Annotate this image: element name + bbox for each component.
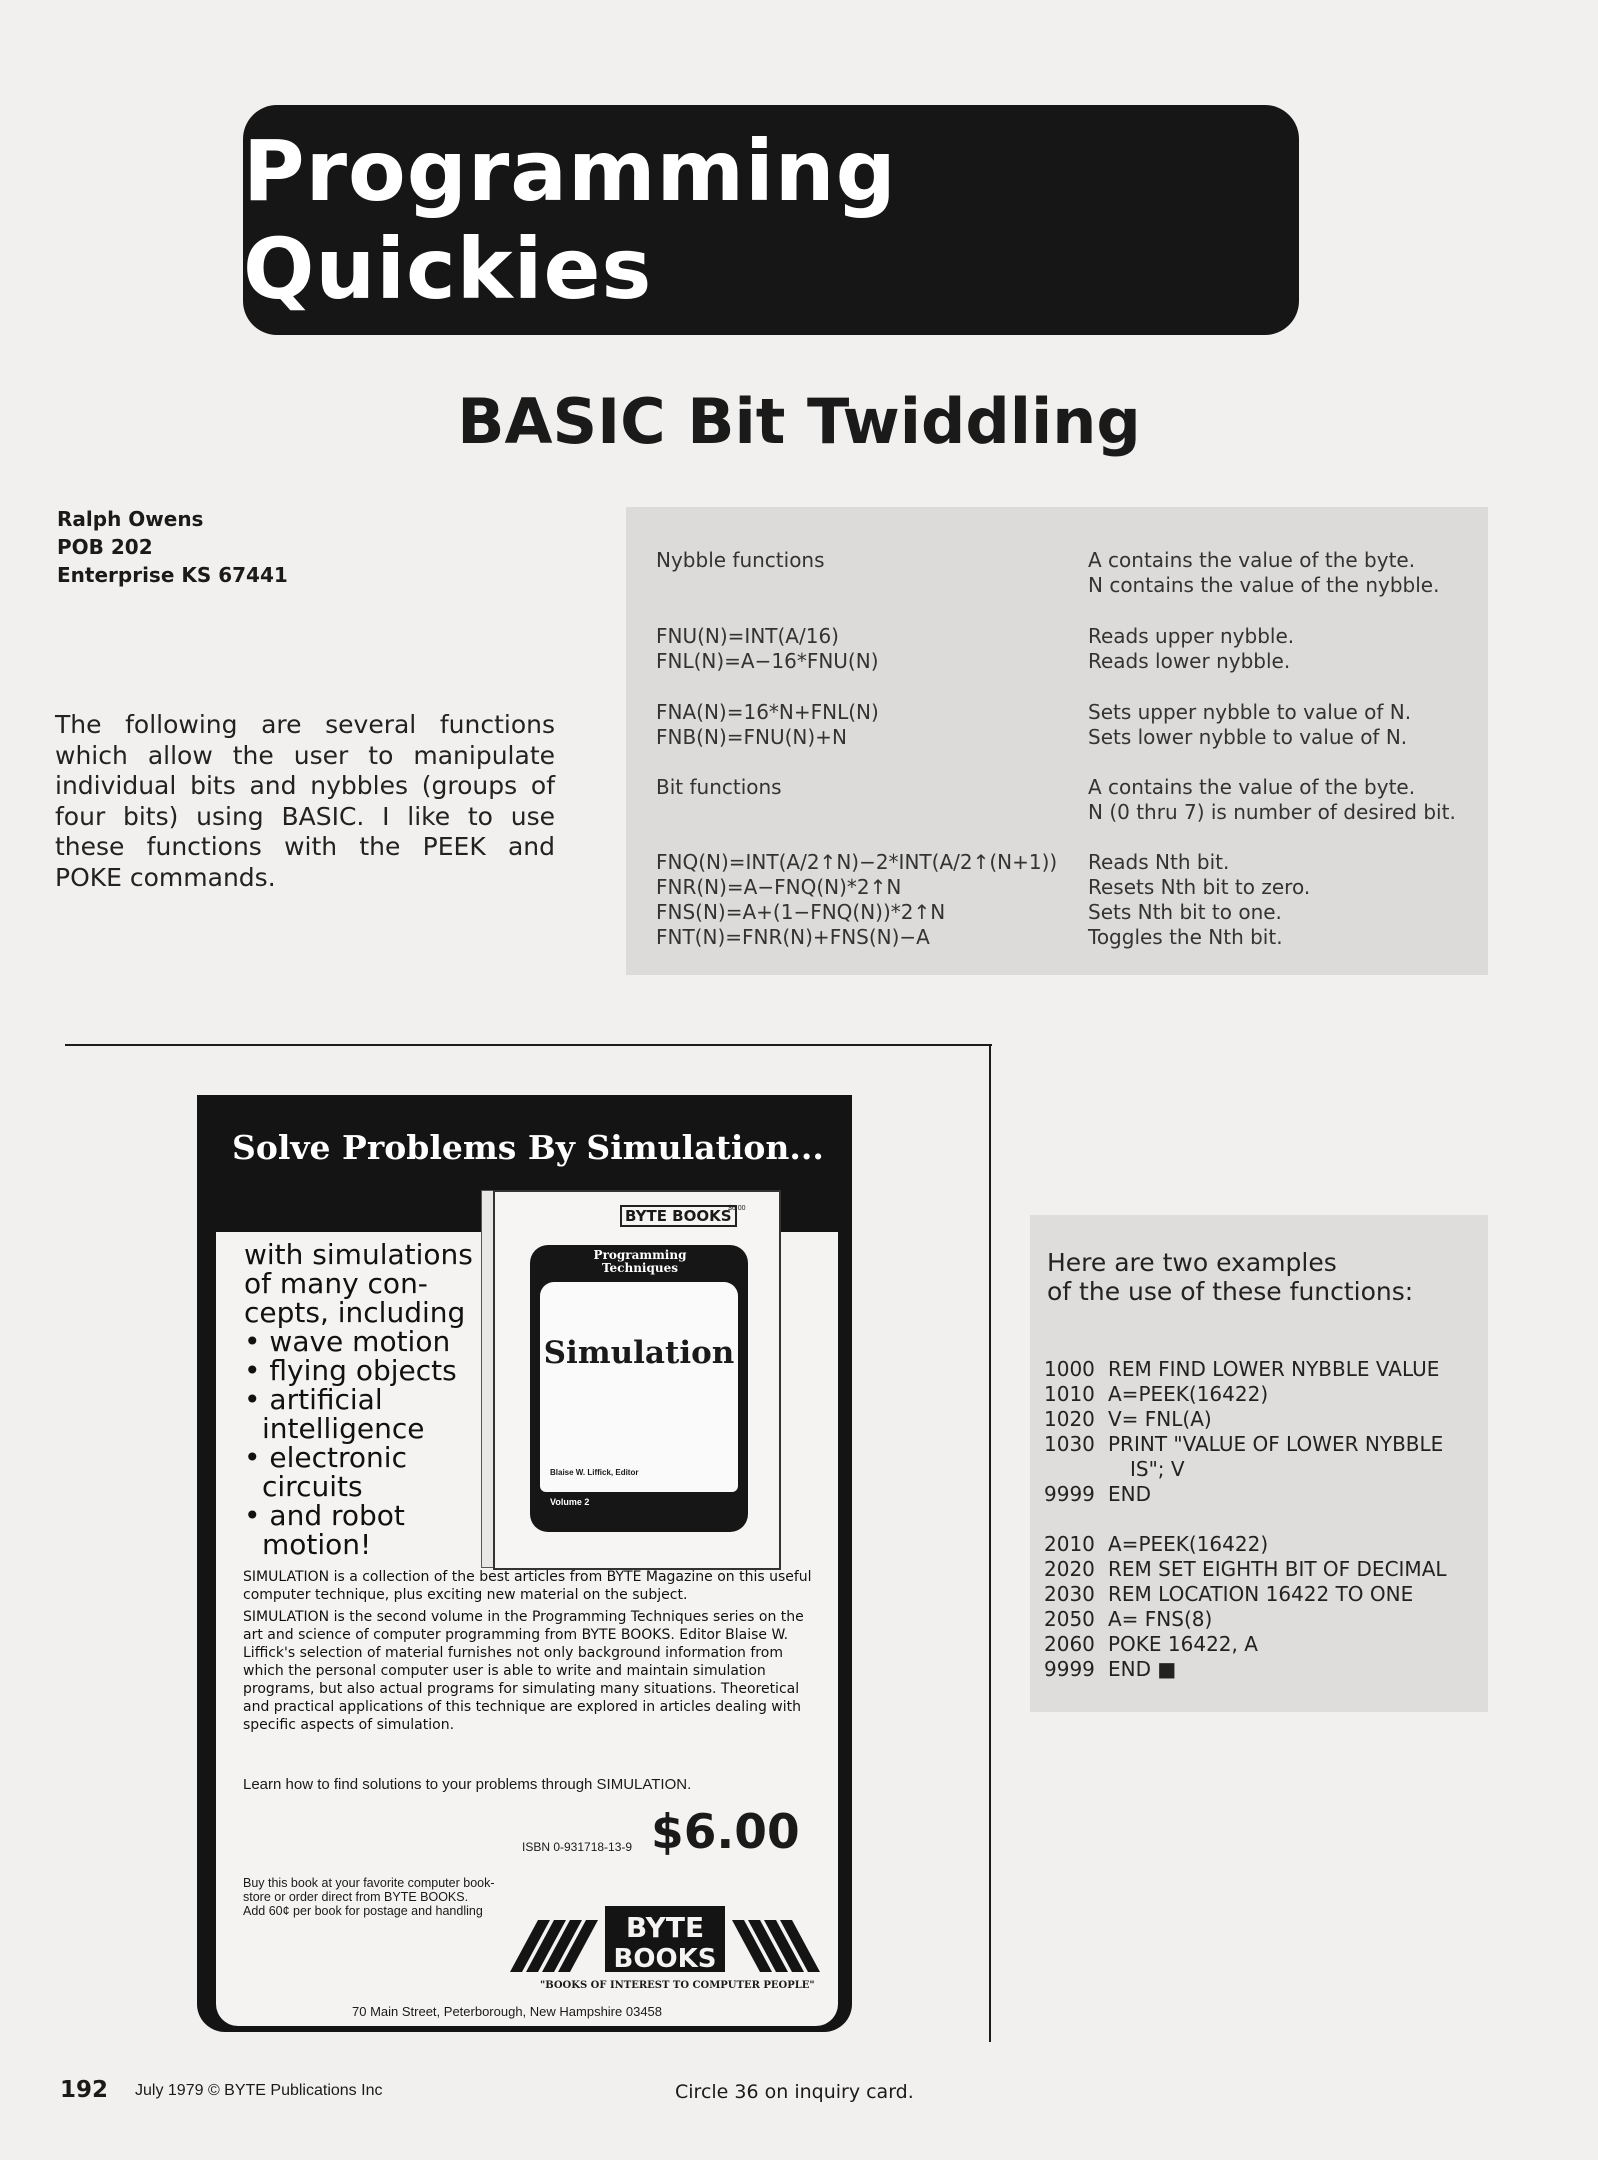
book-cover-price: $6.00 [728, 1205, 746, 1212]
ad-bullet-list [244, 1240, 473, 1559]
function-desc: Resets Nth bit to zero. [1088, 875, 1311, 899]
nybble-note: A contains the value of the byte. [1088, 548, 1416, 572]
function-desc: Toggles the Nth bit. [1088, 925, 1283, 949]
order-line: Add 60¢ per book for postage and handling [243, 1904, 483, 1918]
banner-title: Programming Quickies [243, 122, 897, 318]
book-series: Programming Techniques [593, 1248, 687, 1275]
bullet-line: of many con- [244, 1267, 428, 1300]
bullet-line: • artificial [244, 1383, 383, 1416]
nybble-heading: Nybble functions [656, 548, 825, 572]
ad-headline: Solve Problems By Simulation... [232, 1128, 824, 1167]
page-number: 192 [60, 2077, 109, 2103]
nybble-note: N contains the value of the nybble. [1088, 573, 1440, 597]
book-volume: Volume 2 [550, 1497, 590, 1507]
author-block [57, 505, 288, 589]
function-desc: Reads upper nybble. [1088, 624, 1295, 648]
book-cover-logo: BYTE BOOKS [620, 1205, 737, 1227]
inquiry-line: Circle 36 on inquiry card. [675, 2081, 914, 2103]
function-line: FNQ(N)=INT(A/2↑N)−2*INT(A/2↑(N+1)) [656, 850, 1058, 874]
author-name: Ralph Owens [57, 507, 204, 531]
author-address-line: Enterprise KS 67441 [57, 563, 288, 587]
function-desc: Reads Nth bit. [1088, 850, 1230, 874]
function-desc: Sets Nth bit to one. [1088, 900, 1282, 924]
ad-isbn: ISBN 0-931718-13-9 [522, 1840, 633, 1854]
book-editor: Blaise W. Liffick, Editor [550, 1468, 639, 1477]
book-cover-window [540, 1282, 738, 1492]
function-desc: Reads lower nybble. [1088, 649, 1291, 673]
function-line: FNR(N)=A−FNQ(N)*2↑N [656, 875, 902, 899]
bullet-line: • flying objects [244, 1354, 457, 1387]
order-line: Buy this book at your favorite computer book- [243, 1876, 495, 1890]
bullet-line: • wave motion [244, 1325, 451, 1358]
examples-intro-line: of the use of these functions: [1047, 1277, 1414, 1306]
examples-intro-line: Here are two examples [1047, 1248, 1337, 1277]
bullet-line: • and robot [244, 1499, 405, 1532]
ad-price: $6.00 [651, 1805, 800, 1860]
order-line: store or order direct from BYTE BOOKS. [243, 1890, 469, 1904]
ad-body-text [243, 1568, 823, 1738]
bullet-line: • electronic [244, 1441, 407, 1474]
book-title: Simulation [543, 1335, 735, 1371]
byte-books-logo [510, 1900, 820, 1975]
bullet-line: with simulations [244, 1238, 473, 1271]
function-line: FNU(N)=INT(A/16) [656, 624, 839, 648]
intro-paragraph: The following are several functions which allow the user to manipulate individual bits and nybbles (groups of four bits) using BASIC. I like to use these functions with the PEEK and POKE commands. [55, 710, 555, 892]
bullet-line: circuits [262, 1470, 363, 1503]
function-line: FNT(N)=FNR(N)+FNS(N)−A [656, 925, 930, 949]
ad-right-rule [989, 1044, 991, 2042]
bit-heading: Bit functions [656, 775, 782, 799]
bullet-line: cepts, including [244, 1296, 466, 1329]
ad-tagline: "BOOKS OF INTEREST TO COMPUTER PEOPLE" [540, 1980, 815, 1991]
function-line: FNS(N)=A+(1−FNQ(N))*2↑N [656, 900, 946, 924]
article-title: BASIC Bit Twiddling [457, 385, 1141, 458]
function-line: FNA(N)=16*N+FNL(N) [656, 700, 879, 724]
ad-paragraph: SIMULATION is the second volume in the Programming Techniques series on the art and science of computer programming from BYTE BOOKS. Editor Blaise W. Liffick's selection of material furnishes not only background information from which the personal computer user is able to write and maintain simulation programs, but also actual programs for simulating many situations. Theoretical and practical applications of this technique are explored in articles dealing with specific aspects of simulation. [243, 1609, 804, 1733]
examples-intro [1047, 1248, 1413, 1306]
bullet-line: motion! [262, 1528, 372, 1561]
function-desc: Sets lower nybble to value of N. [1088, 725, 1408, 749]
bullet-line: intelligence [262, 1412, 425, 1445]
publication-line: July 1979 © BYTE Publications Inc [135, 2082, 383, 2099]
function-line: FNL(N)=A−16*FNU(N) [656, 649, 879, 673]
ad-order-info [243, 1876, 495, 1918]
bit-note: A contains the value of the byte. [1088, 775, 1416, 799]
logo-bottom-text: BOOKS [613, 1944, 717, 1974]
ad-paragraph: SIMULATION is a collection of the best articles from BYTE Magazine on this useful computer technique, plus exciting new material on the subject. [243, 1569, 812, 1603]
logo-top-text: BYTE [625, 1911, 705, 1944]
function-desc: Sets upper nybble to value of N. [1088, 700, 1412, 724]
ad-address: 70 Main Street, Peterborough, New Hampshire 03458 [352, 2004, 663, 2019]
function-line: FNB(N)=FNU(N)+N [656, 725, 847, 749]
author-address-line: POB 202 [57, 535, 153, 559]
bit-note: N (0 thru 7) is number of desired bit. [1088, 800, 1456, 824]
ad-learn-line: Learn how to find solutions to your problems through SIMULATION. [243, 1776, 692, 1793]
ad-top-rule [65, 1044, 992, 1046]
